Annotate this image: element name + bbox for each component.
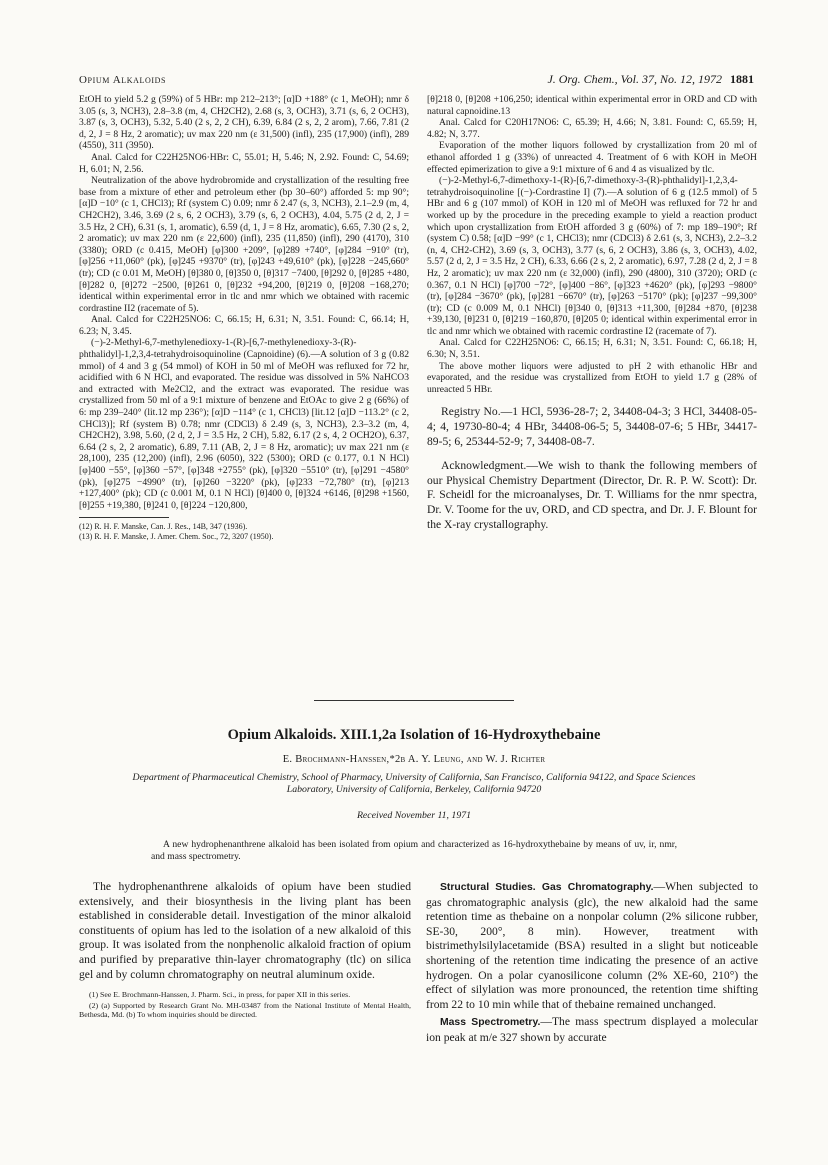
article-affiliation: Department of Pharmaceutical Chemistry, School of Pharmacy, University of California, San Francisco, California 94122, and Space Sciences Laboratory, University of California, Berkeley, California 94720	[132, 772, 696, 795]
page-number: 1881	[730, 72, 754, 86]
section-heading: Structural Studies. Gas Chromatography.	[440, 882, 654, 893]
paragraph: Anal. Calcd for C22H25NO6·HBr: C, 55.01; H, 5.46; N, 2.92. Found: C, 54.69; H, 6.01; N, 2.56.	[79, 151, 409, 175]
article-right-column	[426, 880, 758, 1046]
paragraph: Anal. Calcd for C22H25NO6: C, 66.15; H, 6.31; N, 3.51. Found: C, 66.18; H, 6.30; N, 3.51.	[427, 337, 757, 361]
prev-article-right-column	[427, 94, 757, 532]
paragraph: Anal. Calcd for C22H25NO6: C, 66.15; H, 6.31; N, 3.51. Found: C, 66.14; H, 6.23; N, 3.45.	[79, 314, 409, 337]
article-title: Opium Alkaloids. XIII.1,2a Isolation of 16-Hydroxythebaine	[227, 727, 601, 743]
section-text: —When subjected to gas chromatographic analysis (glc), the new alkaloid had the same retention time as thebaine on a nonpolar column (2% silicone rubber, SE-30, 200°, 8 min). However, treatment with bistrimethylsilylacetamide (BSA) resulted in a slight but noticeable shortening of the retention time indicating the presence of an active hydrogen. On a polar cyanosilicone column (2% XE-60, 210°) the effect of silylation was more pronounced, the retention time shifting from 22 to 10 min while that of thebaine remained unchanged.	[426, 880, 759, 1011]
article-separator	[314, 700, 514, 701]
paragraph: (−)-2-Methyl-6,7-dimethoxy-1-(R)-[6,7-dimethoxy-3-(R)-phthalidyl]-1,2,3,4-tetrahydroisoquinoline [(−)-Cordrastine I] (7).—A solution of 6 g (12.5 mmol) of 5 HBr and 6 g (107 mmol) of KOH in 120 ml of MeOH was refluxed for 72 hr and worked up by the procedure in the preceding example to yield a reaction product which upon crystallization from EtOH afforded 3 g (60%) of 7: mp 189–190°; Rf (system C) 0.58; [α]D −99° (c 1, CHCl3); nmr (CDCl3) δ 2.61 (s, 3, NCH3), 2.2–3.2 (n, 4, CH2-CH2), 3.69 (s, 3, OCH3), 3.77 (s, 6, 2 OCH3), 3.86 (s, 3, OCH3), 4.02, 5.57 (2 d, 2, J = 3.5 Hz, 2 CH), 6.33, 6.66 (2 s, 2, 2 aromatic), 6.97, 7.28 (2 d, 2, J = 8 Hz, 2 aromatic); uv max 220 nm (ε 32,000) (infl), 290 (4800), 310 (3720); ORD (c 0.367, 0.1 N HCl) [φ]700 −72°, [φ]400 −86°, [φ]323 +4620° (pk), [φ]293 −9800° (tr), [φ]284 −3670° (pk), [φ]281 −6670° (tr), [φ]263 −5170° (pk); [φ]237 −99,300° (tr); CD (c 0.009 M, 0.1 NHCl) [θ]340 0, [θ]313 +11,300, [θ]284 +870, [θ]238 +39,130, [θ]231 0, [θ]219 −160,870, [θ]205 0; identical within experimental error in tlc and nmr which we obtained with racemic cordrastine I2 (racemate of 7).	[427, 175, 757, 337]
paragraph: Neutralization of the above hydrobromide and crystallization of the resulting free base from a mixture of ether and petroleum ether (bp 30–60°) afforded 5: mp 90°; [α]D −10° (c 1, CHCl3); Rf (system C) 0.09; nmr δ 2.47 (s, 3, NCH3), 2.1–2.9 (m, 4, CH2CH2), 3.46, 3.69 (2 s, 6, 2 OCH3), 3.79 (s, 6, 2 OCH3), 4.04, 5.75 (2 d, 2, J = 3.5 Hz, 2 CH), 6.31 (s, 1, aromatic), 6.59 (d, 1, J = 8 Hz, aromatic), 6.65, 7.30 (2 s, 2, 2 aromatic); uv max 220 nm (ε 22,600) (infl), 235 (11,850) (infl), 290 (4170), 310 (3380); ORD (c 0.415, MeOH) [φ]300 +209°, [φ]289 +740°, [φ]284 −910° (tr), [φ]256 +11,060° (pk), [φ]245 +9370° (tr), [φ]243 +49,610° (pk), [φ]228 −245,660° (tr); CD (c 0.01 M, MeOH) [θ]380 0, [θ]350 0, [θ]317 −7400, [θ]292 0, [θ]285 +480, [θ]282 0, [θ]272 −2500, [θ]261 0, [θ]232 +94,200, [θ]219 0, [θ]208 −168,270; identical within experimental error in tlc and nmr which we obtained with racemic cordrastine II2 (racemate of 5).	[79, 175, 409, 314]
footnote-rule	[79, 517, 169, 518]
registry-numbers: Registry No.—1 HCl, 5936-28-7; 2, 34408-04-3; 3 HCl, 34408-05-4; 4, 19730-80-4; 4 HBr, 34408-06-5; 5, 34408-07-6; 5 HBr, 34417-89-5; 6, 25344-52-9; 7, 34408-08-7.	[427, 405, 757, 448]
article-authors: E. Brochmann-Hanssen,*2b A. Y. Leung, and W. J. Richter	[282, 754, 546, 765]
paragraph: EtOH to yield 5.2 g (59%) of 5 HBr: mp 212–213°; [α]D +188° (c 1, MeOH); nmr δ 3.05 (s, 3, NCH3), 2.8–3.8 (m, 4, CH2CH2), 2.68 (s, 3, OCH3), 3.71 (s, 6, 2 OCH3), 3.87 (s, 3, OCH3), 5.32, 5.40 (2 s, 2, 2 CH), 6.39, 6.84 (2 s, 2, 2 arom), 7.66, 7.81 (2 d, 2, J = 8 Hz, 2 aromatic); uv max 220 nm (ε 31,500) (infl), 235 (17,900) (infl), 289 (4550), 311 (3950).	[79, 94, 409, 152]
paragraph: Anal. Calcd for C20H17NO6: C, 65.39; H, 4.66; N, 3.81. Found: C, 65.59; H, 4.82; N, 3.77.	[427, 117, 757, 140]
section-heading: Mass Spectrometry.	[440, 1017, 541, 1029]
intro-paragraph: The hydrophenanthrene alkaloids of opium have been studied extensively, and their biosynthesis in the living plant has been established in considerable detail. Investigation of the minor alkaloid constituents of opium has led to the isolation of a new alkaloid of this group. It was isolated from the nonphenolic alkaloid fraction of opium and purified by preparative thin-layer chromatography (tlc) on silica gel and by column chromatography on neutral aluminum oxide.	[79, 880, 411, 981]
paragraph: [θ]218 0, [θ]208 +106,250; identical within experimental error in ORD and CD with natural capnoidine.13	[427, 94, 757, 117]
paragraph: (−)-2-Methyl-6,7-methylenedioxy-1-(R)-[6,7-methylenedioxy-3-(R)-phthalidyl]-1,2,3,4-tetrahydroisoquinoline (Capnoidine) (6).—A solution of 3 g (0.82 mmol) of 4 and 3 g (54 mmol) of KOH in 50 ml of MeOH was refluxed for 72 hr, acidified with 6 N HCl, and evaporated. The residue was dissolved in 5% NaHCO3 and extracted with Me2Cl2, and the extract was evaporated. The residue was crystallized from 50 ml of a 9:1 mixture of benzene and EtOAc to give 2 g (66%) of 6: mp 239–240° (lit.12 mp 236°); [α]D −114° (c 1, CHCl3) [lit.12 [α]D −113.2° (c 2, CHCl3)]; Rf (system B) 0.78; nmr (CDCl3) δ 2.49 (s, 3, NCH3), 2.3–3.2 (m, 4, CH2CH2), 3.98, 5.60, (2 d, 2, J = 3.5 Hz, 2 CH), 5.82, 6.17 (2 s, 4, 2 OCH2O), 6.37, 6.64 (2 s, 2, 2 aromatic), 6.89, 7.11 (AB, 2, J = 8 Hz, aromatic); uv max 221 nm (ε 28,100), 235 (12,200) (infl), 2.96 (6050), 322 (5300); ORD (c 0.177, 0.1 N HCl) [φ]400 −55°, [φ]360 −57°, [φ]348 +2755° (pk), [φ]320 −5510° (tr), [φ]291 −4580° (pk), [φ]275 −4990° (tr), [φ]260 −3220° (pk), [φ]233 −72,780° (tr), [φ]213 +127,400° (pk); CD (c 0.001 M, 0.1 N HCl) [θ]400 0, [θ]324 +6146, [θ]298 +1560, [θ]255 +19,380, [θ]241 0, [θ]224 −120,800,	[79, 337, 409, 511]
footnote: (1) See E. Brochmann-Hanssen, J. Pharm. Sci., in press, for paper XII in this series.	[89, 990, 351, 1000]
acknowledgment: Acknowledgment.—We wish to thank the following members of our Physical Chemistry Department (Director, Dr. R. P. W. Scott): Dr. F. Scheidl for the microanalyses, Dr. T. Williams for the nmr spectra, Dr. V. Toome for the uv, ORD, and CD spectra, and Dr. J. F. Blount for the X-ray crystallography.	[427, 459, 757, 531]
footnote: (2) (a) Supported by Research Grant No. MH-03487 from the National Institute of Mental Health, Bethesda, Md. (b) To whom inquiries should be directed.	[79, 1000, 411, 1020]
section-paragraph	[426, 880, 758, 1012]
journal-citation	[547, 72, 754, 87]
running-title: Opium Alkaloids	[79, 74, 167, 86]
article-left-column	[79, 880, 411, 1020]
section-text: —The mass spectrum displayed a molecular ion peak at m/e 327 shown by accurate	[426, 1015, 759, 1044]
received-date: Received November 11, 1971	[356, 810, 472, 821]
section-paragraph	[426, 1015, 758, 1045]
prev-article-left-column	[79, 94, 409, 542]
footnote: (12) R. H. F. Manske, Can. J. Res., 14B, 347 (1936).	[79, 522, 248, 532]
footnote: (13) R. H. F. Manske, J. Amer. Chem. Soc., 72, 3207 (1950).	[79, 532, 274, 542]
paragraph: Evaporation of the mother liquors followed by crystallization from 20 ml of ethanol afforded 1 g (33%) of unreacted 4. Treatment of 6 with KOH in MeOH effected epimerization to give a 9:1 mixture of 6 and 4 as visualized by tlc.	[427, 140, 757, 175]
paragraph: The above mother liquors were adjusted to pH 2 with ethanolic HBr and evaporated, and the residue was crystallized from EtOH to yield 1.7 g (28% of unreacted 5 HBr.	[427, 360, 757, 395]
journal-name: J. Org. Chem., Vol. 37, No. 12, 1972	[547, 72, 722, 86]
abstract: A new hydrophenanthrene alkaloid has been isolated from opium and characterized as 16-hydroxythebaine by means of uv, ir, nmr, and mass spectrometry.	[151, 839, 677, 862]
